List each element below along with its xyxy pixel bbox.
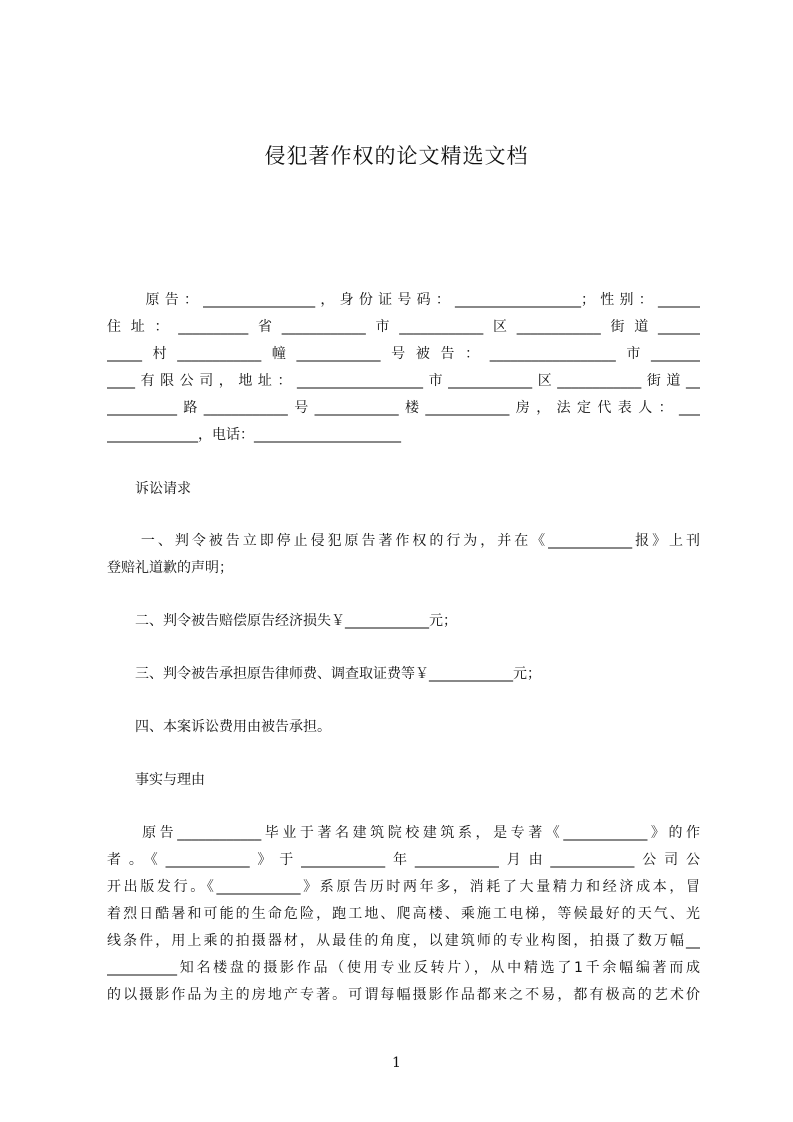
facts-line-6: __________知名楼盘的摄影作品（使用专业反转片），从中精选了1千余幅编著而成 (107, 960, 700, 976)
facts-line-1: 原告____________毕业于著名建筑院校建筑系，是专著《____________》的作 (107, 825, 700, 841)
parties-line-4: ____有限公司，地址：__________________市____________区____________街道__ (107, 373, 700, 389)
claims-heading: 诉讼请求 (107, 481, 191, 497)
facts-line-7: 的以摄影作品为主的房地产专著。可谓每幅摄影作品都来之不易，都有极高的艺术价 (107, 987, 700, 1003)
facts-line-2: 者。《____________》于____________年____________月由____________公司公 (107, 852, 700, 868)
claim-1-line-2: 登赔礼道歉的声明； (107, 560, 233, 576)
facts-line-3: 开出版发行。《____________》系原告历时两年多，消耗了大量精力和经济成本，冒 (107, 879, 700, 895)
claim-2: 二、判令被告赔偿原告经济损失￥____________元； (107, 613, 457, 629)
document-title: 侵犯著作权的论文精选文档 (264, 144, 529, 168)
claim-4: 四、本案诉讼费用由被告承担。 (107, 719, 331, 735)
page-number: 1 (392, 1055, 401, 1071)
facts-heading: 事实与理由 (107, 772, 205, 788)
parties-line-5: __________路____________号____________楼____________房，法定代表人：___ (107, 400, 700, 416)
claim-3: 三、判令被告承担原告律师费、调查取证费等￥____________元； (107, 666, 541, 682)
facts-line-5: 线条件，用上乘的拍摄器材，从最佳的角度，以建筑师的专业构图，拍摄了数万幅__ (107, 933, 700, 949)
parties-line-3: _____村____________幢____________号被告：__________________市_______ (107, 346, 700, 362)
facts-line-4: 着烈日酷暑和可能的生命危险，跑工地、爬高楼、乘施工电梯，等候最好的天气、光 (107, 906, 700, 922)
parties-line-1: 原告：________________，身份证号码：__________________；性别：______ (107, 292, 700, 308)
parties-line-2: 住址：__________省____________市____________区____________街道______ (107, 319, 700, 335)
parties-line-6: _____________，电话：_____________________ (107, 427, 401, 443)
claim-1-line-1: 一、判令被告立即停止侵犯原告著作权的行为，并在《____________报》上刊 (107, 533, 700, 549)
